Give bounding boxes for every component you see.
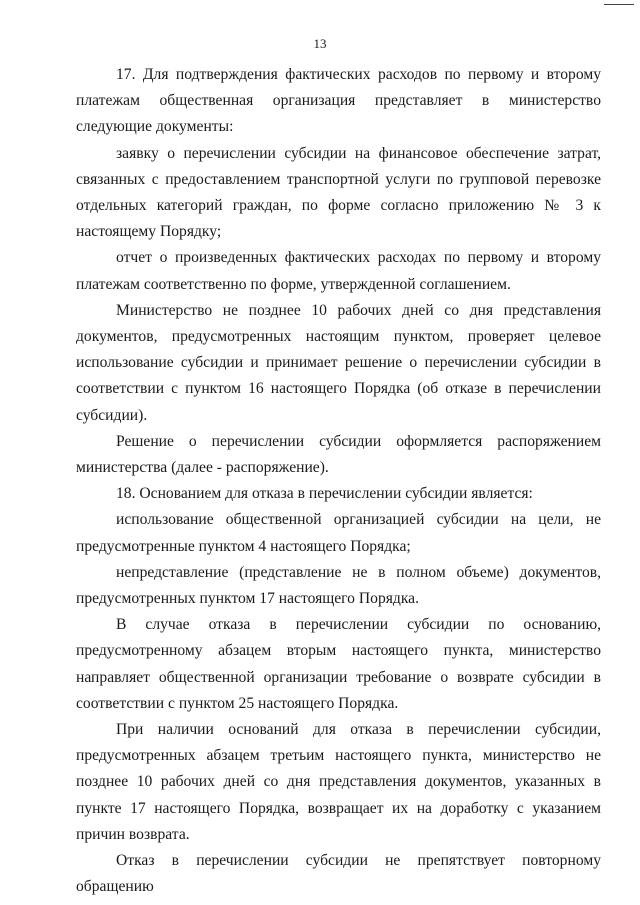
document-body — [76, 62, 601, 901]
paragraph-refusal-reason-1: использование общественной организацией субсидии на цели, не предусмотренные пунктом 4 настоящего Порядка; — [76, 511, 601, 555]
paragraph-refusal-no-obstacle: Отказ в перечислении субсидии не препятствует повторному обращению — [76, 852, 601, 896]
paragraph-18-intro: 18. Основанием для отказа в перечислении субсидии является: — [116, 485, 533, 503]
paragraph-return-for-revision: При наличии оснований для отказа в перечислении субсидии, предусмотренных абзацем третьим настоящего пункта, министерство не позднее 10 рабочих дней со дня представления документов, указанных в пункте 17 настоящего Порядка, возвращает их на доработку с указанием причин возврата. — [76, 721, 601, 843]
corner-line-mark — [604, 4, 634, 5]
paragraph-decision: Решение о перечислении субсидии оформляется распоряжением министерства (далее - распоряжение). — [76, 432, 601, 477]
paragraph-refusal-reason-2: непредставление (представление не в полном объеме) документов, предусмотренных пунктом 17 настоящего Порядка. — [76, 563, 601, 608]
page-number: 13 — [313, 36, 327, 51]
paragraph-17-intro: 17. Для подтверждения фактических расходов по первому и второму платежам общественная организация представляет в министерство следующие документы: — [76, 66, 601, 136]
paragraph-application-item: заявку о перечислении субсидии на финансовое обеспечение затрат, связанных с предоставлением транспортной услуги по групповой перевозке отдельных категорий граждан, по форме согласно приложению № 3 к настоящему Порядку; — [76, 144, 601, 241]
paragraph-report-item: отчет о произведенных фактических расходах по первому и второму платежам соответственно по форме, утвержденной соглашением. — [76, 249, 601, 293]
paragraph-ministry-check: Министерство не позднее 10 рабочих дней со дня представления документов, предусмотренных настоящим пунктом, проверяет целевое использование субсидии и принимает решение о перечислении субсидии в соответствии с пунктом 16 настоящего Порядка (об отказе в перечислении субсидии). — [76, 301, 601, 424]
paragraph-refusal-case: В случае отказа в перечислении субсидии по основанию, предусмотренному абзацем вторым настоящего пункта, министерство направляет общественной организации требование о возврате субсидии в соответствии с пунктом 25 настоящего Порядка. — [76, 616, 601, 712]
